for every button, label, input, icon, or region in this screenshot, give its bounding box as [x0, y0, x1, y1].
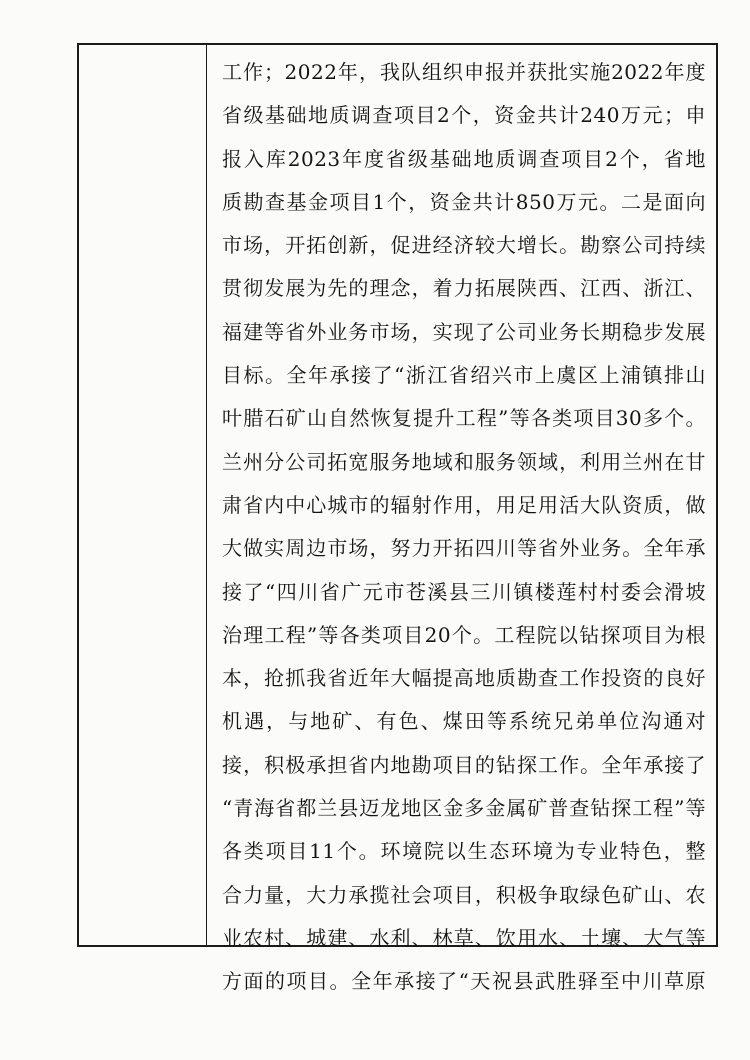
- form-table: [77, 43, 718, 994]
- text-line: 大做实周边市场，努力开拓四川等省外业务。全年承: [222, 536, 706, 561]
- table-left-cell: [79, 45, 206, 945]
- text-line: 接，积极承担省内地勘项目的钻探工作。全年承接了: [222, 752, 706, 777]
- text-line: 肃省内中心城市的辐射作用，用足用活大队资质，做: [222, 492, 706, 517]
- table-content-cell: [222, 51, 706, 1004]
- text-line: 合力量，大力承揽社会项目，积极争取绿色矿山、农: [222, 882, 706, 907]
- text-line: 叶腊石矿山自然恢复提升工程”等各类项目30多个。: [222, 406, 706, 431]
- column-divider: [206, 45, 207, 945]
- text-line: 兰州分公司拓宽服务地域和服务领域，利用兰州在甘: [222, 449, 706, 474]
- text-line: 目标。全年承接了“浙江省绍兴市上虞区上浦镇排山: [222, 363, 706, 388]
- text-line: 治理工程”等各类项目20个。工程院以钻探项目为根: [222, 622, 706, 647]
- text-line: 各类项目11个。环境院以生态环境为专业特色，整: [222, 839, 706, 864]
- text-line: 贯彻发展为先的理念，着力拓展陕西、江西、浙江、: [222, 276, 706, 301]
- text-line: 省级基础地质调查项目2个，资金共计240万元；申: [222, 103, 706, 128]
- text-line: 工作；2022年，我队组织申报并获批实施2022年度: [222, 60, 706, 84]
- text-line: “青海省都兰县迈龙地区金多金属矿普查钻探工程”等: [222, 796, 706, 821]
- text-line: 本，抢抓我省近年大幅提高地质勘查工作投资的良好: [222, 666, 706, 691]
- text-line: 接了“四川省广元市苍溪县三川镇楼莲村村委会滑坡: [222, 579, 706, 604]
- text-line: 报入库2023年度省级基础地质调查项目2个，省地: [222, 146, 706, 171]
- text-line: 机遇，与地矿、有色、煤田等系统兄弟单位沟通对: [222, 709, 706, 734]
- text-line: 福建等省外业务市场，实现了公司业务长期稳步发展: [222, 319, 706, 344]
- text-line: 业农村、城建、水利、林草、饮用水、土壤、大气等: [222, 925, 706, 950]
- text-line: 市场，开拓创新，促进经济较大增长。勘察公司持续: [222, 233, 706, 258]
- text-line: 质勘查基金项目1个，资金共计850万元。二是面向: [222, 189, 706, 214]
- text-line: 方面的项目。全年承接了“天祝县武胜驿至中川草原: [222, 969, 706, 994]
